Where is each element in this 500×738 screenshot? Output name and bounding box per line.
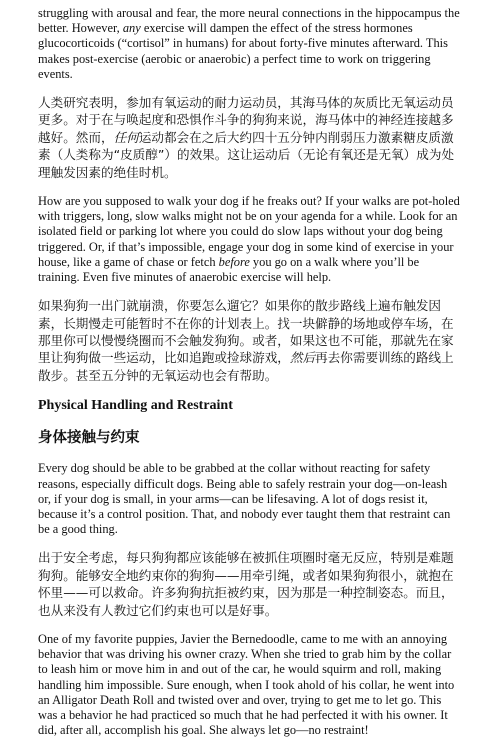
emphasis-before-zh: 然后 xyxy=(289,350,316,366)
emphasis-before: before xyxy=(218,254,250,269)
paragraph-walk-zh: 如果狗狗一出门就崩溃，你要怎么遛它？如果你的散步路线上遍布触发因素，长期慢走可能暂时不在你的计划表上。找一块僻静的场地或停车场，在那里你可以慢慢绕圈而不会触发狗狗。或者，如果这也不可能，那就先在家里让狗狗做一些运动，比如追跑或捡球游戏，然后再去你需要训练的路线上散步。甚至五分钟的无氧运动也会有帮助。 xyxy=(38,298,454,383)
paragraph-javier-en: One of my favorite puppies, Javier the Bernedoodle, came to me with an annoying behavior that was driving his owner crazy. When she tried to grab him by the collar to leash him or move him in and out of the car, he would squirm and roll, making handling him impossible. Sure enough, when I took ahold of his collar, he went into an Alligator Death Roll and twisted over and over, trying to get me to let go. This was a behavior he had practiced so much that he had perfected it with his owner. It did, after all, accomplish his goal. She always let go—no restraint! xyxy=(38,631,455,738)
paragraph-restraint-zh: 出于安全考虑，每只狗狗都应该能够在被抓住项圈时毫无反应，特别是难题狗狗。能够安全地约束你的狗狗——用牵引绳，或者如果狗狗很小，就抱在怀里——可以救命。许多狗狗抗拒被约束，因为那是一种控制姿态。而且，也从来没有人教过它们约束也可以是好事。 xyxy=(38,550,454,618)
emphasis-any: any xyxy=(122,21,141,36)
section-heading-zh: 身体接触与约束 xyxy=(38,430,140,447)
paragraph-walk-en: How are you supposed to walk your dog if he freaks out? If your walks are pot-holed with triggers, long, slow walks might not be on your agenda for a while. Look for an isolated field or parking lot where you could do slow laps without your dog being triggered. Or, if that’s impossible, engage your dog in some kind of exercise in your house, like a game of chase or fetch before you go on a walk where you’ll be training. Even five minutes of anaerobic exercise will help. xyxy=(38,194,460,285)
paragraph-hippocampus-en: struggling with arousal and fear, the more neural connections in the hippocampus the better. However, any exercise will dampen the effect of the stress hormones glucocorticoids (“cortisol” in humans) for about forty-five minutes afterward. This makes post-exercise (aerobic or anaerobic) a perfect time to work on triggering events. xyxy=(38,6,460,81)
emphasis-any-zh: 任何 xyxy=(113,129,139,145)
paragraph-restraint-en: Every dog should be able to be grabbed at the collar without reacting for safety reasons, especially difficult dogs. Being able to safely restrain your dog—on-leash or, if your dog is small, in your arms—can be lifesaving. A lot of dogs resist it, because it’s a control position. That, and nobody ever taught them that restraint can be a good thing. xyxy=(38,461,451,537)
paragraph-hippocampus-zh: 人类研究表明，参加有氧运动的耐力运动员，其海马体的灰质比无氧运动员更多。对于在与唤起度和恐惧作斗争的狗狗来说，海马体中的神经连接越多越好。然而，任何运动都会在之后大约四十五分钟内削弱压力激素糖皮质激素（人类称为“皮质醇”）的效果。这让运动后（无论有氧还是无氧）成为处理触发因素的绝佳时机。 xyxy=(38,95,455,180)
section-heading-en: Physical Handling and Restraint xyxy=(38,398,233,414)
